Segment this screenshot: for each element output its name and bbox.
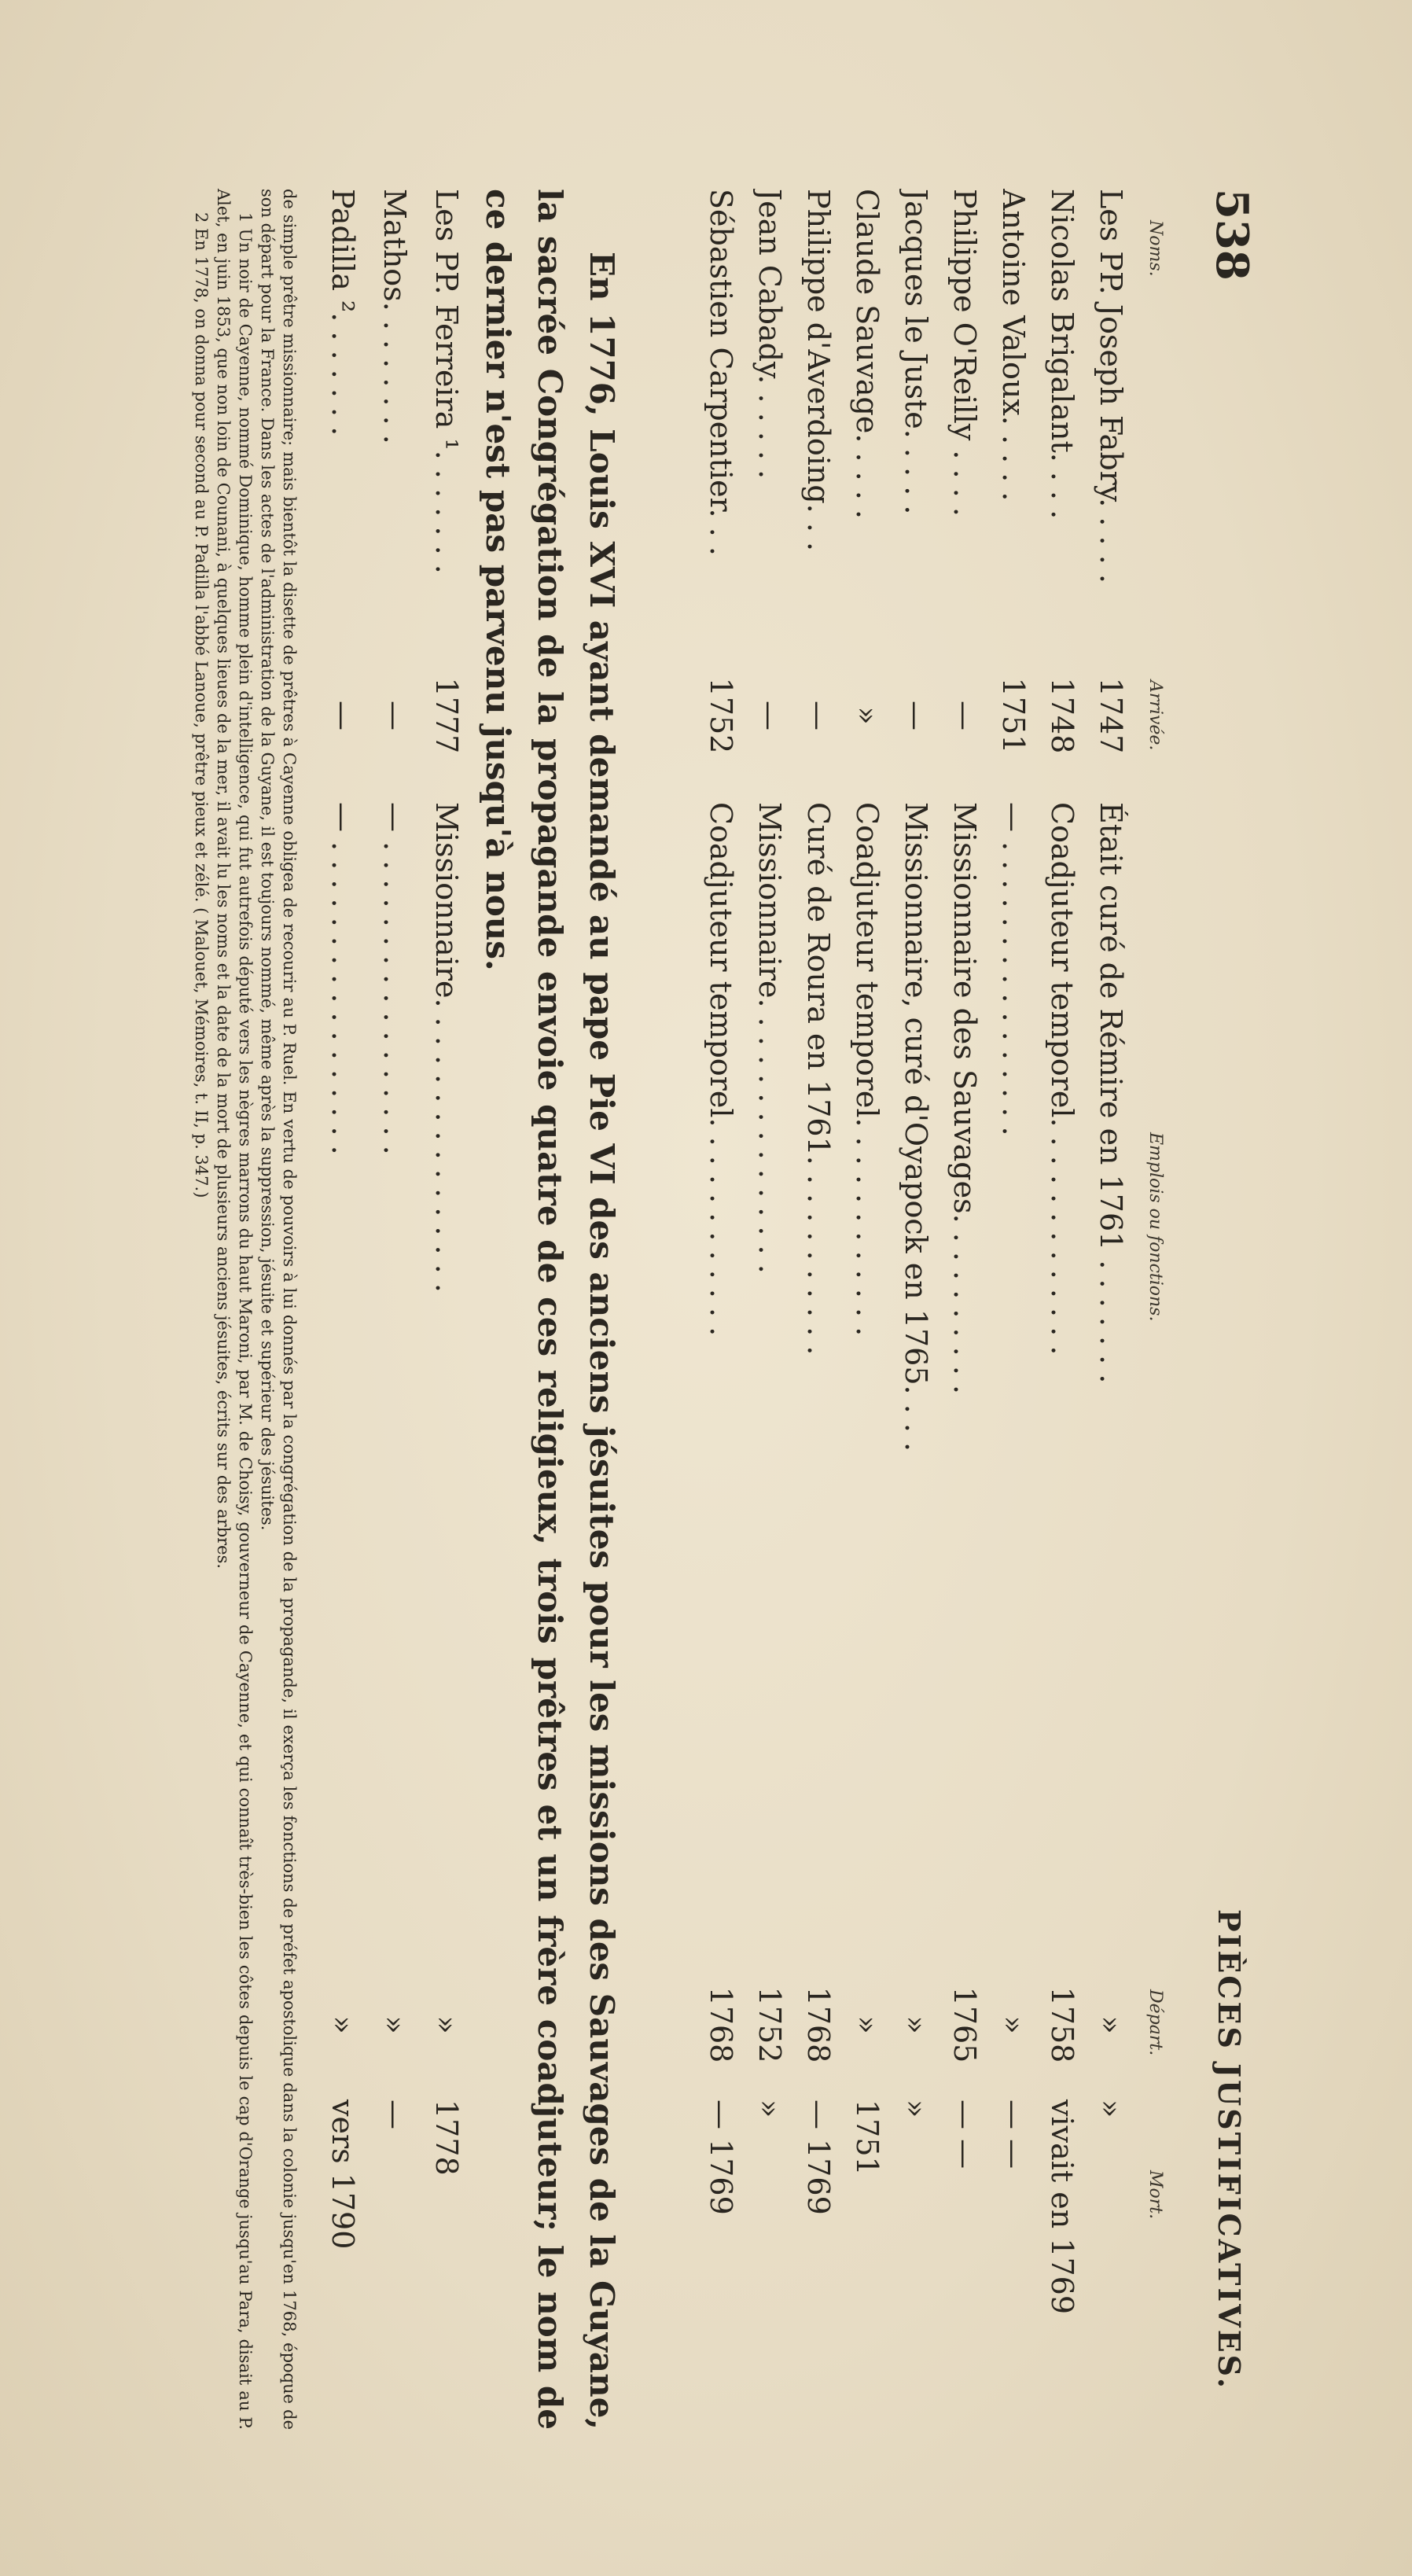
name-cell: Les PP. Ferreira ¹. . . . . . . [429, 189, 464, 574]
table-row [888, 189, 933, 2438]
arrival-cell: — [752, 701, 787, 730]
footnotes [190, 189, 300, 2430]
table-row [314, 189, 360, 2438]
table-row [839, 189, 884, 2438]
name-cell: Sébastien Carpentier. . . [704, 189, 738, 556]
departure-cell: 1758 [1045, 1986, 1079, 2063]
departure-cell: » [1094, 2015, 1128, 2034]
body-paragraph: En 1776, Louis XVI ayant demandé au pape Pie VI des anciens jésuites pour les missions des Sauvages de la Guyane, la sacrée Congrégation de la propagande envoie quatre de ces religieux, trois prêtres et un frère coadjuteur; le nom de ce dernier n'est pas parvenu jusqu'à nous. [479, 189, 621, 2430]
arrival-cell: 1752 [704, 677, 738, 754]
footnote-2: 2 En 1778, on donna pour second au P. Padilla l'abbé Lanoue, prêtre pieux et zélé. ( Malouet, Mémoires, t. II, p. 347.) [192, 212, 211, 1198]
name-cell: Antoine Valoux. . . . . [996, 189, 1031, 502]
table-row [936, 189, 982, 2438]
name-cell: Nicolas Brigalant. . . . [1045, 189, 1079, 520]
table-row [418, 189, 464, 2438]
running-title: PIÈCES JUSTIFICATIVES. [1212, 1908, 1247, 2390]
column-header-departure: Départ. [1145, 1989, 1165, 2056]
death-cell: 1751 [850, 2099, 884, 2176]
page-header [1187, 189, 1258, 2485]
departure-cell: 1768 [704, 1986, 738, 2063]
name-cell: Mathos. . . . . . . . [377, 189, 412, 444]
departure-cell: » [325, 2015, 360, 2034]
role-cell: Missionnaire. . . . . . . . . . . . . . . . [429, 802, 464, 1293]
death-cell: — 1769 [801, 2099, 836, 2215]
page-number: 538 [1206, 189, 1258, 281]
arrival-cell: — [947, 701, 982, 730]
footnote-continuation: de simple prêtre missionnaire; mais bientôt la disette de prêtres à Cayenne obligea de recourir au P. Ruel. En vertu de pouvoirs à lui donnés par la congrégation de la propagande, il exerça les fonctions de préfet apostolique dans la colonie jusqu'en 1768, époque de son départ pour la France. Dans les actes de l'administration de la Guyane, il est toujours nommé, même après la suppression, jésuite et supérieur des jésuites. [258, 189, 299, 2430]
role-cell: Missionnaire des Sauvages. . . . . . . . . . [947, 802, 982, 1395]
table-row [693, 189, 738, 2438]
name-cell: Padilla ². . . . . . . [325, 189, 360, 436]
death-cell: — 1769 [704, 2099, 738, 2215]
death-cell: » [1094, 2099, 1128, 2118]
name-cell: Jacques le Juste. . . . . [899, 189, 933, 515]
departure-cell: » [996, 2015, 1031, 2034]
role-cell: Missionnaire. . . . . . . . . . . . . . . [752, 802, 787, 1274]
death-cell: vivait en 1769 [1045, 2099, 1079, 2314]
death-cell: vers 1790 [325, 2099, 360, 2250]
role-cell: — . . . . . . . . . . . . . . . . . [325, 802, 360, 1155]
column-header-arrival: Arrivée. [1145, 680, 1165, 751]
role-cell: Était curé de Rémire en 1761 . . . . . . . [1094, 802, 1128, 1384]
death-cell: — [377, 2099, 412, 2129]
column-header-role: Emplois ou fonctions. [1145, 1132, 1165, 1322]
table-row [741, 189, 787, 2438]
arrival-cell: 1751 [996, 677, 1031, 754]
name-cell: Philippe d'Averdoing. . . [801, 189, 836, 552]
name-cell: Les PP. Joseph Fabry. . . . . [1094, 189, 1128, 583]
departure-cell: » [899, 2015, 933, 2034]
departure-cell: 1765 [947, 1986, 982, 2063]
death-cell: 1778 [429, 2099, 464, 2176]
departure-cell: » [429, 2015, 464, 2034]
column-header-names: Noms. [1145, 220, 1165, 277]
death-cell: » [752, 2099, 787, 2118]
departure-cell: 1752 [752, 1986, 787, 2063]
role-cell: Missionnaire, curé d'Oyapock en 1765. . . . [899, 802, 933, 1452]
table-row [366, 189, 412, 2438]
departure-cell: » [377, 2015, 412, 2034]
name-cell: Jean Cabady. . . . . . [752, 189, 787, 480]
role-cell: — . . . . . . . . . . . . . . . . . [377, 802, 412, 1155]
column-header-death: Mort. [1145, 2170, 1165, 2220]
role-cell: Coadjuteur temporel. . . . . . . . . . . . [850, 802, 884, 1337]
table-row [790, 189, 836, 2438]
footnote-1: 1 Un noir de Cayenne, nommé Dominique, homme plein d'intelligence, qui fut autrefois député vers les nègres marrons du haut Maroni, par M. de Choisy, gouverneur de Cayenne, et qui connaît très-bien les côtes depuis le cap d'Orange jusqu'au Para, disait au P. Alet, en juin 1853, que non loin de Counani, à quelques lieues de la mer, il avait lu les noms et la date de la mort de plusieurs anciens jésuites, écrits sur des arbres. [214, 189, 255, 2430]
death-cell: » [899, 2099, 933, 2118]
name-cell: Philippe O'Reilly . . . . [947, 189, 982, 517]
arrival-cell: — [325, 701, 360, 730]
rotated-text-block [173, 189, 1258, 2485]
arrival-cell: 1777 [429, 677, 464, 754]
role-cell: Coadjuteur temporel. . . . . . . . . . . . [704, 802, 738, 1337]
arrival-cell: 1748 [1045, 677, 1079, 754]
departure-cell: 1768 [801, 1986, 836, 2063]
arrival-cell: » [850, 706, 884, 725]
name-cell: Claude Sauvage. . . . . [850, 189, 884, 520]
role-cell: Curé de Roura en 1761. . . . . . . . . . . [801, 802, 836, 1356]
death-cell: — — [996, 2099, 1031, 2169]
table-row [1083, 189, 1128, 2438]
arrival-cell: — [801, 701, 836, 730]
arrival-cell: 1747 [1094, 677, 1128, 754]
role-cell: — . . . . . . . . . . . . . . . . [996, 802, 1031, 1136]
arrival-cell: — [899, 701, 933, 730]
role-cell: Coadjuteur temporel. . . . . . . . . . . . . [1045, 802, 1079, 1356]
departure-cell: » [850, 2015, 884, 2034]
table-row [1034, 189, 1079, 2438]
death-cell: — — [947, 2099, 982, 2169]
arrival-cell: — [377, 701, 412, 730]
table-row [985, 189, 1031, 2438]
